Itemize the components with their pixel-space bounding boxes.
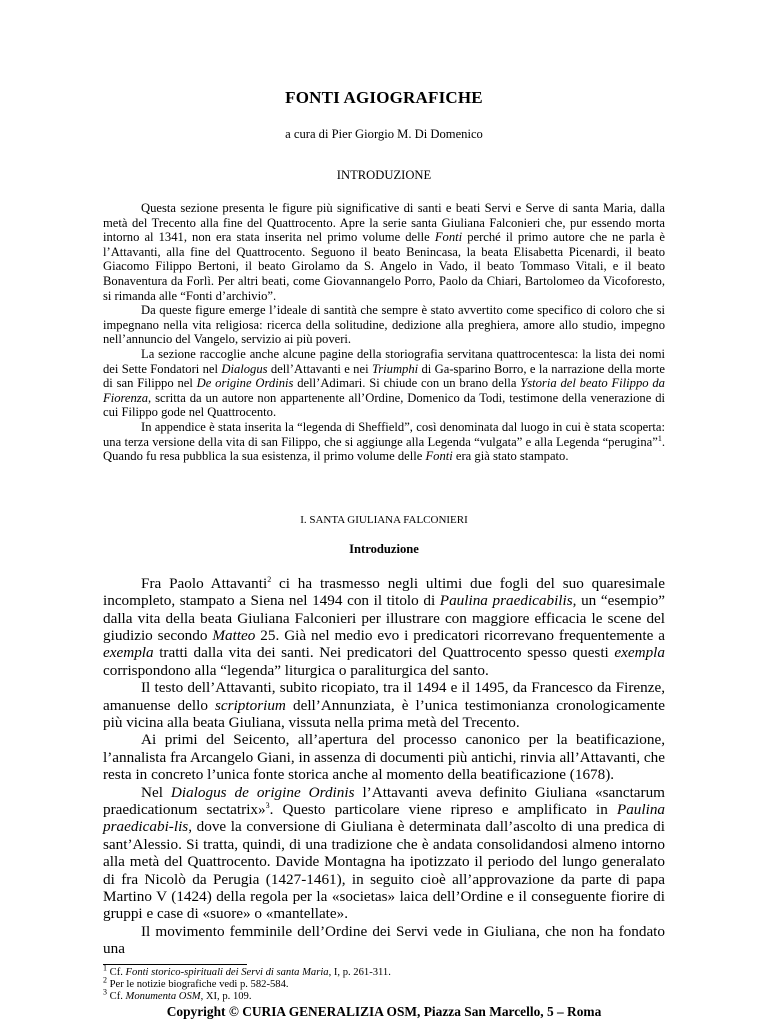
- page-subtitle: a cura di Pier Giorgio M. Di Domenico: [285, 127, 483, 141]
- body-paragraph-3: Ai primi del Seicento, all’apertura del processo canonico per la beatificazione, l’annalista fra Arcangelo Giani, in assenza di documenti più antichi, rinvia all’Attavanti, che resta in concreto l’unica fonte storica anche al momento della beatificazione (1678).: [103, 731, 665, 784]
- section-heading: I. SANTA GIULIANA FALCONIERI: [300, 513, 468, 526]
- intro-paragraph-1: Questa sezione presenta le figure più significative di santi e beati Servi e Serve di santa Maria, dalla metà del Trecento alla fine del Quattrocento. Apre la serie santa Giuliana Falconieri che, pur essendo morta intorno al 1341, non era stata inserita nel primo volume delle Fonti perché il primo autore che ne parla è l’Attavanti, alla fine del Quattrocento. Seguono il beato Benincasa, la beata Elisabetta Picenardi, il beato Giacomo Filippo Bertoni, il beato Girolamo da S. Angelo in Vado, il beato Tommaso Vitali, e il beato Bonaventura da Forlì. Per altri beati, come Giovannangelo Porro, Paolo da Chiari, Bartolomeo da Vicoforesto, si rimanda alle “Fonti d’archivio”.: [103, 201, 665, 303]
- footnote-3: $^3$ Cf. Monumenta OSM, XI, p. 109.: [103, 987, 252, 1003]
- footnote-ref-3: 3: [265, 800, 270, 810]
- body-section: [103, 575, 665, 958]
- footnote-ref-2: 2: [267, 574, 272, 584]
- body-paragraph-1: Fra Paolo Attavanti$^2$ ci ha trasmesso negli ultimi due fogli del suo quaresimale incompleto, stampato a Siena nel 1494 con il titolo di Paulina praedicabilis, un “esempio” dalla vita della beata Giuliana Falconieri per illustrare con maggiore efficacia le scene del giudizio secondo Matteo 25. Già nel medio evo i predicatori ricorrevano frequentemente a exempla tratti dalla vita dei santi. Nei predicatori del Quattrocento spesso questi exempla corrispondono alla “legenda” liturgica o paraliturgica del santo.: [103, 574, 665, 679]
- intro-section: [103, 201, 665, 464]
- body-paragraph-5: Il movimento femminile dell’Ordine dei Servi vede in Giuliana, che non ha fondato una: [103, 922, 665, 958]
- intro-paragraph-2: Da queste figure emerge l’ideale di santità che sempre è stato avvertito come specifico di coloro che si impegnano nella vita religiosa: ricerca della solitudine, dedizione alla preghiera, amore allo studio, impegno nell’annuncio del Vangelo, servizio ai più poveri.: [103, 303, 665, 347]
- body-paragraph-4: Nel Dialogus de origine Ordinis l’Attavanti aveva definito Giuliana «sanctarum praedicationum sectatrix»$^3$. Questo particolare viene ripreso e amplificato in Paulina praedicabi-lis, dove la conversione di Giuliana è determinata dall’ascolto di una predica di sant’Alessio. Si tratta, quindi, di una tradizione che è andata consolidandosi almeno intorno alla metà del Quattrocento. Davide Montagna ha ipotizzato il periodo del lungo generalato di fra Nicolò da Perugia (1427-1461), in seguito cioè all’approvazione da parte di papa Martino V (1424) della regola per la «societas» laica dell’Ordine e il conseguente fiorire di gruppi e case di «suore» o «mantellate».: [103, 783, 666, 923]
- page-title: FONTI AGIOGRAFICHE: [285, 88, 483, 107]
- footnote-1: $^1$ Cf. Fonti storico-spirituali dei Servi di santa Maria, I, p. 261-311.: [103, 963, 391, 978]
- intro-paragraph-4: In appendice è stata inserita la “legenda di Sheffield”, così denominata dal luogo in cui è stata scoperta: una terza versione della vita di san Filippo, che si aggiunge alla Legenda “vulgata” e alla Legenda “perugina”$^1$. Quando fu resa pubblica la sua esistenza, il primo volume delle Fonti era già stato stampato.: [103, 419, 665, 464]
- copyright-footer: Copyright © CURIA GENERALIZIA OSM, Piazza San Marcello, 5 – Roma: [166, 1004, 602, 1020]
- footnote-divider: [103, 964, 247, 965]
- intro-paragraph-3: La sezione raccoglie anche alcune pagine della storiografia servitana quattrocentesca: la lista dei nomi dei Sette Fondatori nel Dialogus dell’Attavanti e nei Triumphi di Ga-sparino Borro, e la narrazione della morte di san Filippo nel De origine Ordinis dell’Adimari. Si chiude con un brano della Ystoria del beato Filippo da Fiorenza, scritta da un autore non appartenente all’Ordine, Domenico da Todi, testimone della venerazione di cui Filippo gode nel Quattrocento.: [103, 346, 665, 420]
- footnotes: [103, 963, 665, 1004]
- intro-heading: INTRODUZIONE: [336, 168, 432, 182]
- footnote-2: $^2$ Per le notizie biografiche vedi p. 582-584.: [103, 975, 289, 990]
- section-subheading: Introduzione: [349, 541, 419, 556]
- footnote-ref-1: 1: [657, 433, 662, 443]
- body-paragraph-2: Il testo dell’Attavanti, subito ricopiato, tra il 1494 e il 1495, da Francesco da Firenze, amanuense dello scriptorium dell’Annunziata, è l’unica testimonianza cronologicamente più vicina alla beata Giuliana, vissuta nella prima metà del Trecento.: [103, 679, 666, 731]
- document-page: [103, 0, 665, 1020]
